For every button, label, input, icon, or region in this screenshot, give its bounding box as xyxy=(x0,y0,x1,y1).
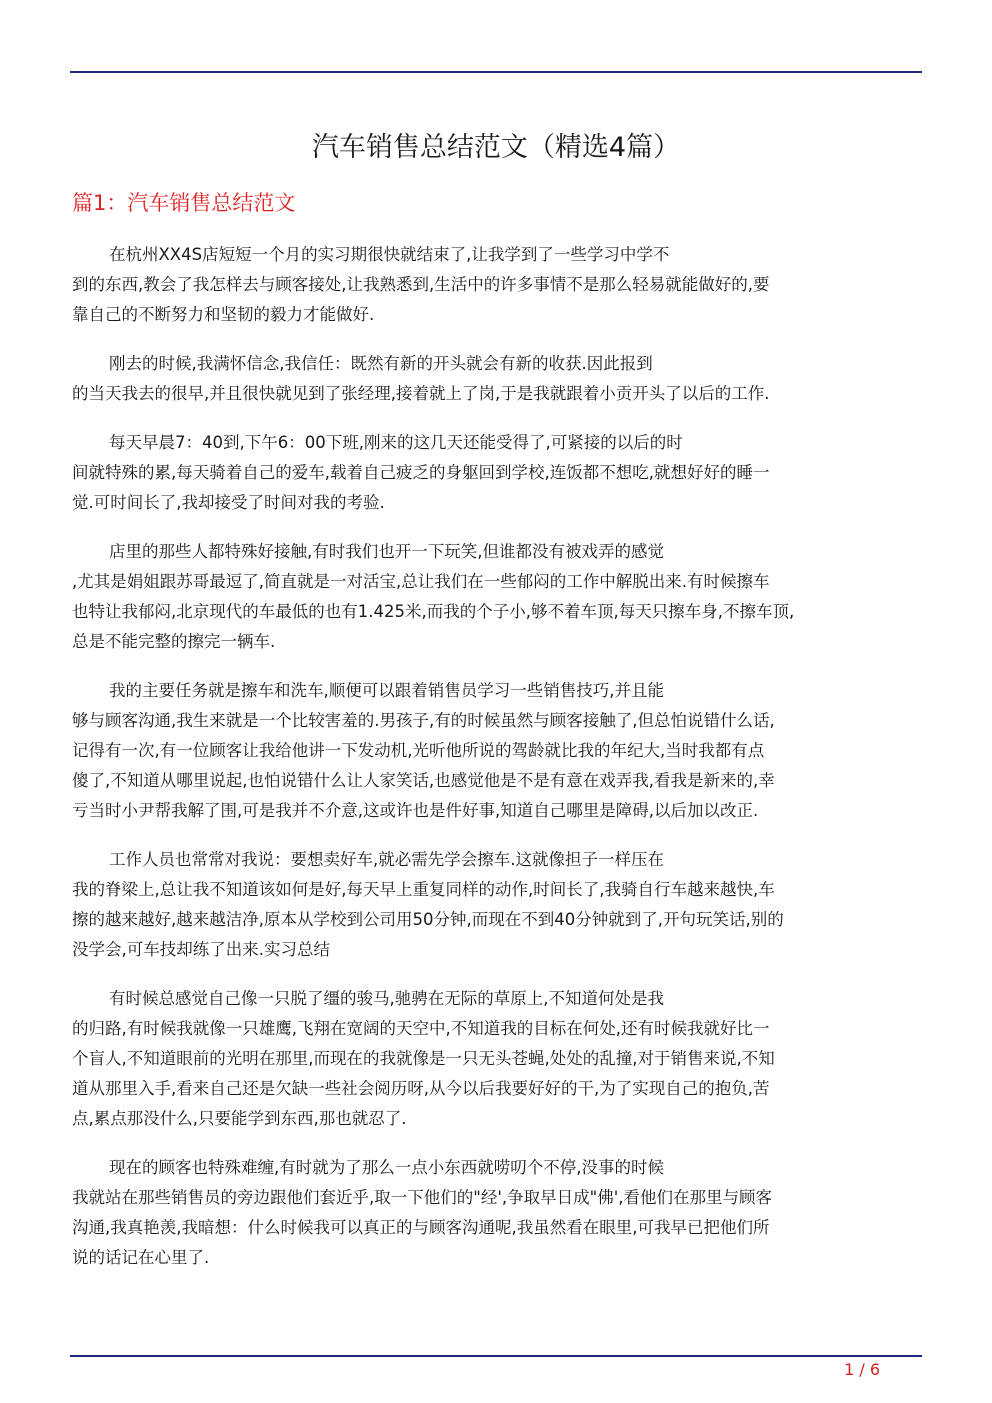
paragraph-line: 到的东西,教会了我怎样去与顾客接处,让我熟悉到,生活中的许多事情不是那么轻易就能做好的,要 xyxy=(72,275,770,294)
paragraph xyxy=(72,349,920,409)
paragraph xyxy=(72,240,920,330)
paragraph-line: 够与顾客沟通,我生来就是一个比较害羞的.男孩子,有的时候虽然与顾客接触了,但总怕说错什么话, xyxy=(72,711,775,730)
paragraph-line: 工作人员也常常对我说：要想卖好车,就必需先学会擦车.这就像担子一样压在 xyxy=(109,850,664,869)
paragraph-line: 靠自己的不断努力和坚韧的毅力才能做好. xyxy=(72,305,375,324)
paragraph-line: 总是不能完整的擦完一辆车. xyxy=(72,632,276,651)
paragraph-line: 现在的顾客也特殊难缠,有时就为了那么一点小东西就唠叨个不停,没事的时候 xyxy=(109,1158,664,1177)
paragraph-line: 沟通,我真艳羡,我暗想：什么时候我可以真正的与顾客沟通呢,我虽然看在眼里,可我早已把他们所 xyxy=(72,1218,770,1237)
paragraph-line: 间就特殊的累,每天骑着自己的爱车,载着自己疲乏的身躯回到学校,连饭都不想吃,就想好好的睡一 xyxy=(72,463,770,482)
paragraph-line: 点,累点那没什么,只要能学到东西,那也就忍了. xyxy=(72,1109,407,1128)
paragraph-line: 亏当时小尹帮我解了围,可是我并不介意,这或许也是件好事,知道自己哪里是障碍,以后加以改正. xyxy=(72,801,759,820)
paragraph-line: 个盲人,不知道眼前的光明在那里,而现在的我就像是一只无头苍蝇,处处的乱撞,对于销售来说,不知 xyxy=(72,1049,775,1068)
paragraph-line: 的归路,有时候我就像一只雄鹰,飞翔在宽阔的天空中,不知道我的目标在何处,还有时候我就好比一 xyxy=(72,1019,770,1038)
paragraph-line: 觉.可时间长了,我却接受了时间对我的考验. xyxy=(72,493,385,512)
paragraph xyxy=(72,676,920,826)
paragraph-line: 我的主要任务就是擦车和洗车,顺便可以跟着销售员学习一些销售技巧,并且能 xyxy=(109,681,664,700)
paragraph xyxy=(72,1153,920,1273)
page-number: 1 / 6 xyxy=(844,1360,880,1379)
bottom-rule xyxy=(70,1355,922,1357)
paragraph-line: 道从那里入手,看来自己还是欠缺一些社会阅历呀,从今以后我要好好的干,为了实现自己的抱负,苦 xyxy=(72,1079,770,1098)
paragraph-line: 我就站在那些销售员的旁边跟他们套近乎,取一下他们的"经',争取早日成"佛',看他们在那里与顾客 xyxy=(72,1188,772,1207)
document-title: 汽车销售总结范文（精选4篇） xyxy=(311,132,681,163)
paragraph-line: 傻了,不知道从哪里说起,也怕说错什么让人家笑话,也感觉他是不是有意在戏弄我,看我是新来的,幸 xyxy=(72,771,775,790)
paragraph xyxy=(72,984,920,1134)
paragraph-line: 的当天我去的很早,并且很快就见到了张经理,接着就上了岗,于是我就跟着小贡开头了以后的工作. xyxy=(72,384,770,403)
paragraph-line: 没学会,可车技却练了出来.实习总结 xyxy=(72,940,330,959)
paragraph-line: 每天早晨7：40到,下午6：00下班,刚来的这几天还能受得了,可紧接的以后的时 xyxy=(109,433,683,452)
paragraph-line: 记得有一次,有一位顾客让我给他讲一下发动机,光听他所说的驾龄就比我的年纪大,当时我都有点 xyxy=(72,741,765,760)
paragraph xyxy=(72,428,920,518)
paragraph xyxy=(72,845,920,965)
paragraph-line: 刚去的时候,我满怀信念,我信任：既然有新的开头就会有新的收获.因此报到 xyxy=(109,354,653,373)
paragraph-line: 在杭州XX4S店短短一个月的实习期很快就结束了,让我学到了一些学习中学不 xyxy=(109,245,670,264)
paragraph-line: 也特让我郁闷,北京现代的车最低的也有1.425米,而我的个子小,够不着车顶,每天只擦车身,不擦车顶, xyxy=(72,602,795,621)
paragraph-line: 有时候总感觉自己像一只脱了缰的骏马,驰骋在无际的草原上,不知道何处是我 xyxy=(109,989,664,1008)
section-heading: 篇1：汽车销售总结范文 xyxy=(72,191,296,215)
paragraph-line: 说的话记在心里了. xyxy=(72,1248,210,1267)
paragraph-line: 我的脊梁上,总让我不知道该如何是好,每天早上重复同样的动作,时间长了,我骑自行车越来越快,车 xyxy=(72,880,775,899)
paragraph-line: 店里的那些人都特殊好接触,有时我们也开一下玩笑,但谁都没有被戏弄的感觉 xyxy=(109,542,664,561)
paragraph-line: ,尤其是娟姐跟苏哥最逗了,简直就是一对活宝,总让我们在一些郁闷的工作中解脱出来.有时候擦车 xyxy=(72,572,770,591)
document-body xyxy=(72,240,920,1292)
top-rule xyxy=(70,71,922,73)
paragraph-line: 擦的越来越好,越来越洁净,原本从学校到公司用50分钟,而现在不到40分钟就到了,开句玩笑话,别的 xyxy=(72,910,784,929)
paragraph xyxy=(72,537,920,657)
